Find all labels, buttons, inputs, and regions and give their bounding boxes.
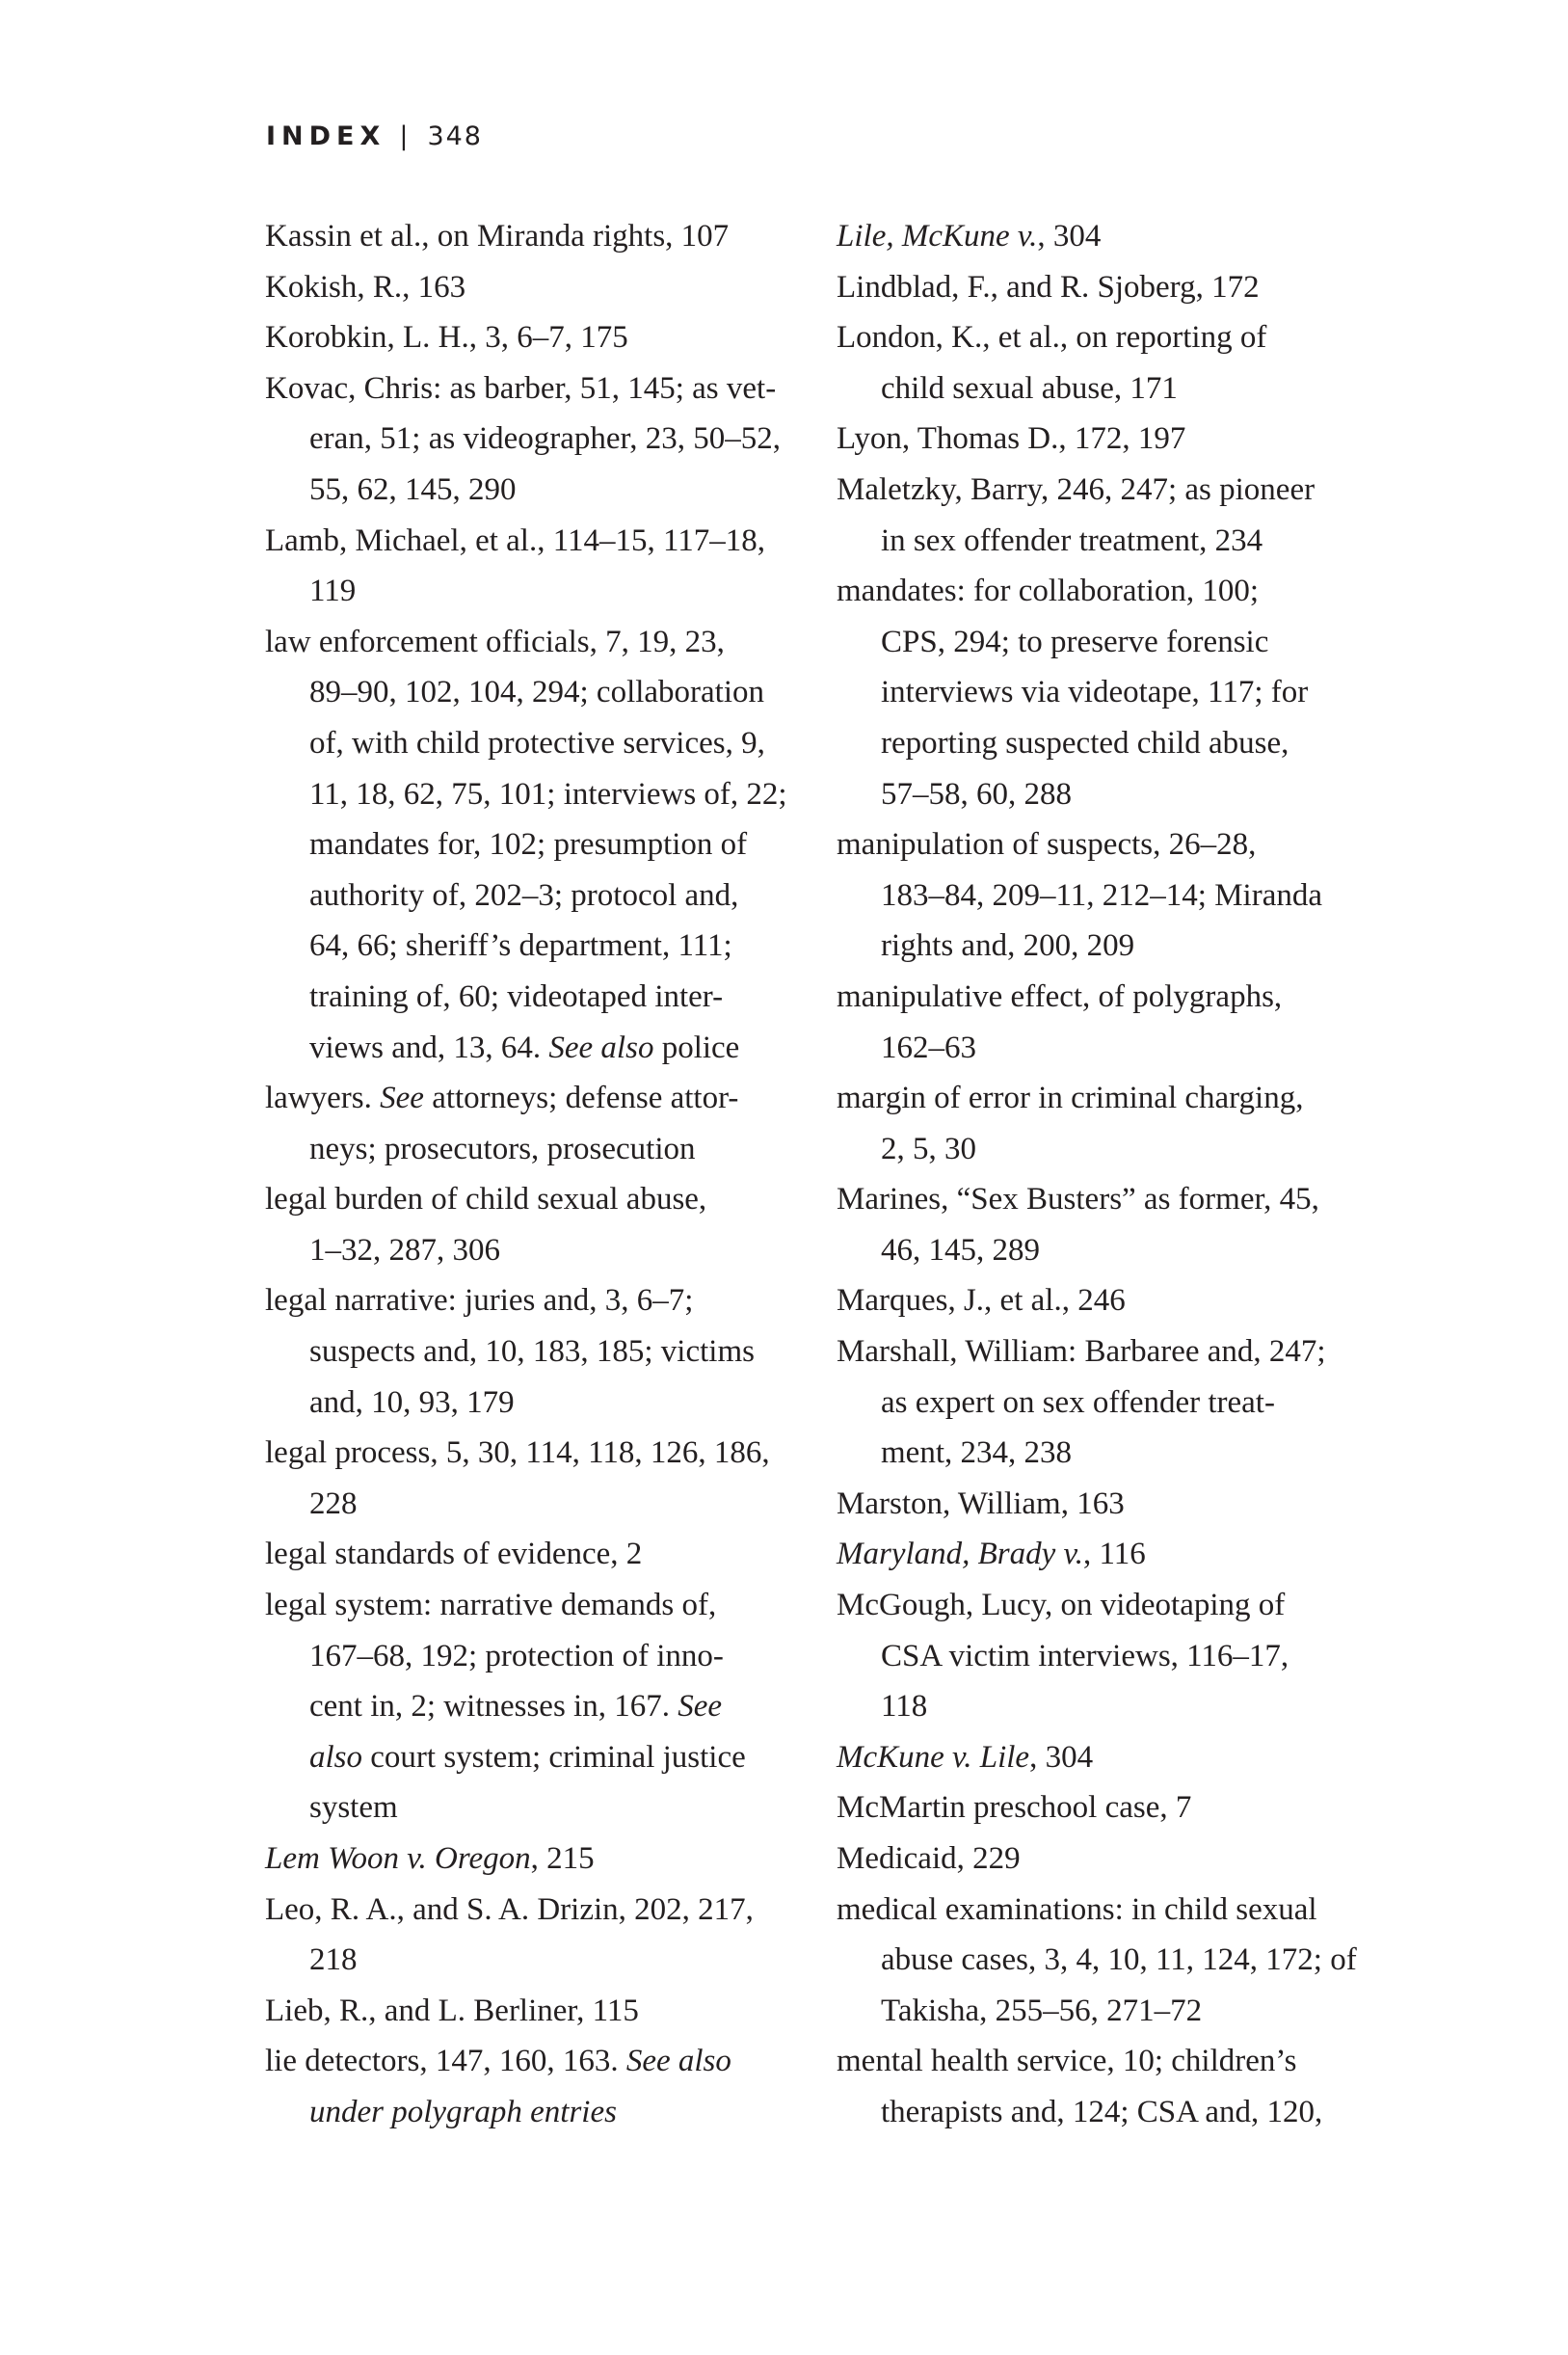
text: Leo, R. A., and S. A. Drizin, 202, 217, [265, 1891, 754, 1927]
text: Takisha, 255–56, 271–72 [881, 1993, 1203, 2028]
index-entry-heading-line [265, 2036, 814, 2087]
text: system [309, 1790, 398, 1826]
running-head-separator: | [399, 121, 409, 151]
index-entry-heading-line [265, 516, 814, 567]
index-entry-heading-line [265, 1885, 814, 1936]
index-entry-continuation-line [265, 1225, 814, 1276]
index-entry-heading-line [837, 211, 1415, 262]
text: 11, 18, 62, 75, 101; interviews of, 22; [309, 776, 787, 812]
text: 46, 145, 289 [881, 1232, 1040, 1268]
italic-text: See [380, 1081, 424, 1116]
index-entry-heading-line [265, 1529, 814, 1580]
index-entry-heading-line [837, 262, 1415, 313]
index-entry [265, 1529, 814, 1580]
index-entry [265, 1986, 814, 2037]
text: Kassin et al., on Miranda rights, 107 [265, 219, 730, 254]
text: London, K., et al., on reporting of [837, 320, 1267, 356]
text: ment, 234, 238 [881, 1435, 1072, 1471]
text: , 304 [1037, 219, 1102, 254]
text: eran, 51; as videographer, 23, 50–52, [309, 421, 781, 457]
index-entry-heading-line [265, 363, 814, 415]
index-entry [837, 1833, 1415, 1885]
index-entry [837, 1782, 1415, 1833]
index-entry [837, 1326, 1415, 1479]
index-entry-continuation-line [837, 1378, 1415, 1429]
index-entry [837, 1275, 1415, 1326]
text: 162–63 [881, 1030, 976, 1065]
index-entry [837, 1529, 1415, 1580]
page-number: 348 [427, 121, 483, 151]
index-entry-heading-line [265, 1580, 814, 1631]
text: cent in, 2; witnesses in, 167. [309, 1689, 678, 1725]
text: neys; prosecutors, prosecution [309, 1131, 696, 1166]
text: child sexual abuse, 171 [881, 370, 1178, 406]
index-column-right [837, 211, 1415, 2138]
text: training of, 60; videotaped inter- [309, 978, 724, 1014]
italic-text: See [678, 1689, 723, 1725]
index-entry-continuation-line [265, 718, 814, 769]
italic-text: Maryland, Brady v. [837, 1537, 1083, 1572]
text: legal burden of child sexual abuse, [265, 1182, 707, 1218]
index-entry-heading-line [837, 1833, 1415, 1885]
index-entry [265, 516, 814, 617]
index-entry-continuation-line [265, 1782, 814, 1833]
index-entry [265, 1833, 814, 1885]
text: legal system: narrative demands of, [265, 1588, 717, 1623]
index-entry-continuation-line [265, 667, 814, 718]
text: McGough, Lucy, on videotaping of [837, 1588, 1286, 1623]
index-column-left [265, 211, 814, 2138]
index-entry-heading-line [265, 1174, 814, 1225]
text: reporting suspected child abuse, [881, 725, 1289, 761]
index-entry-heading-line [837, 1529, 1415, 1580]
index-entry-continuation-line [265, 566, 814, 617]
index-entry-continuation-line [837, 363, 1415, 415]
text: authority of, 202–3; protocol and, [309, 877, 739, 913]
index-entry-continuation-line [837, 921, 1415, 972]
index-entry [837, 566, 1415, 819]
index-entry-heading-line [265, 211, 814, 262]
index-entry [837, 1073, 1415, 1174]
index-entry-continuation-line [265, 769, 814, 820]
index-entry-continuation-line [265, 1479, 814, 1530]
text: Medicaid, 229 [837, 1841, 1021, 1876]
text: CSA victim interviews, 116–17, [881, 1638, 1289, 1673]
text: law enforcement officials, 7, 19, 23, [265, 624, 725, 659]
index-entry-continuation-line [265, 972, 814, 1023]
index-entry-continuation-line [837, 769, 1415, 820]
index-entry [265, 1580, 814, 1833]
text: attorneys; defense attor- [423, 1081, 739, 1116]
index-entry-heading-line [837, 1782, 1415, 1833]
text: Marshall, William: Barbaree and, 247; [837, 1334, 1326, 1370]
text: mandates for, 102; presumption of [309, 827, 748, 863]
text: 167–68, 192; protection of inno- [309, 1638, 724, 1673]
index-entry [265, 312, 814, 363]
index-entry-heading-line [837, 465, 1415, 516]
index-entry-heading-line [837, 1885, 1415, 1936]
text: medical examinations: in child sexual [837, 1891, 1317, 1927]
text: , 215 [530, 1841, 595, 1876]
index-entry-continuation-line [265, 1732, 814, 1783]
index-entry-continuation-line [265, 1681, 814, 1732]
index-entry-continuation-line [837, 1225, 1415, 1276]
index-entry [837, 1885, 1415, 2037]
text: 218 [309, 1942, 358, 1978]
text: lawyers. [265, 1081, 381, 1116]
index-entry-continuation-line [265, 819, 814, 870]
index-entry-continuation-line [837, 1428, 1415, 1479]
index-entry-heading-line [837, 566, 1415, 617]
text: 57–58, 60, 288 [881, 776, 1072, 812]
index-entry-continuation-line [265, 1326, 814, 1378]
index-entry [265, 1174, 814, 1275]
index-entry [265, 1275, 814, 1428]
text: 1–32, 287, 306 [309, 1232, 500, 1268]
index-entry [837, 1174, 1415, 1275]
index-entry-heading-line [837, 414, 1415, 465]
text: 119 [309, 574, 357, 609]
index-entry-heading-line [837, 972, 1415, 1023]
italic-text: Lem Woon v. Oregon [265, 1841, 531, 1876]
index-entry-heading-line [265, 1428, 814, 1479]
text: and, 10, 93, 179 [309, 1384, 515, 1420]
index-entry-continuation-line [265, 2087, 814, 2138]
index-entry-continuation-line [837, 1681, 1415, 1732]
index-entry-continuation-line [265, 1124, 814, 1175]
index-entry-continuation-line [265, 1023, 814, 1074]
index-entry [837, 1580, 1415, 1732]
index-entry-continuation-line [837, 1935, 1415, 1986]
index-entry-heading-line [265, 1833, 814, 1885]
text: Marines, “Sex Busters” as former, 45, [837, 1182, 1319, 1218]
text: Marston, William, 163 [837, 1485, 1125, 1521]
text: suspects and, 10, 183, 185; victims [309, 1334, 755, 1370]
text: of, with child protective services, 9, [309, 725, 765, 761]
index-entry-heading-line [837, 1275, 1415, 1326]
text: , 116 [1083, 1537, 1146, 1572]
text: in sex offender treatment, 234 [881, 522, 1263, 558]
text: Lindblad, F., and R. Sjoberg, 172 [837, 269, 1260, 305]
text: legal standards of evidence, 2 [265, 1537, 643, 1572]
index-entry [837, 819, 1415, 972]
index-entry-continuation-line [837, 617, 1415, 668]
index-entry-heading-line [837, 1732, 1415, 1783]
italic-text: under polygraph entries [309, 2094, 617, 2129]
index-entry-continuation-line [837, 718, 1415, 769]
running-head-label: INDEX [266, 121, 386, 151]
index-entry-heading-line [837, 1174, 1415, 1225]
index-entry-continuation-line [837, 1631, 1415, 1682]
text: abuse cases, 3, 4, 10, 11, 124, 172; of [881, 1942, 1357, 1978]
text: court system; criminal justice [362, 1739, 746, 1775]
italic-text: Lile, McKune v. [837, 219, 1038, 254]
index-entry-heading-line [837, 1580, 1415, 1631]
index-entry-heading-line [265, 617, 814, 668]
index-entry-continuation-line [837, 870, 1415, 922]
text: therapists and, 124; CSA and, 120, [881, 2094, 1323, 2129]
index-entry-heading-line [837, 2036, 1415, 2087]
index-entry-heading-line [265, 1073, 814, 1124]
index-entry-continuation-line [265, 921, 814, 972]
index-entry [837, 414, 1415, 465]
index-entry [265, 1885, 814, 1986]
text: legal narrative: juries and, 3, 6–7; [265, 1283, 694, 1319]
text: Lieb, R., and L. Berliner, 115 [265, 1993, 639, 2028]
text: interviews via videotape, 117; for [881, 675, 1309, 710]
text: 89–90, 102, 104, 294; collaboration [309, 675, 765, 710]
index-entry [265, 2036, 814, 2137]
text: 55, 62, 145, 290 [309, 471, 517, 507]
index-entry-continuation-line [265, 414, 814, 465]
text: rights and, 200, 209 [881, 928, 1135, 964]
index-entry-continuation-line [265, 1935, 814, 1986]
index-entry-heading-line [265, 1986, 814, 2037]
text: mandates: for collaboration, 100; [837, 574, 1260, 609]
index-entry [265, 262, 814, 313]
text: Kovac, Chris: as barber, 51, 145; as vet- [265, 370, 777, 406]
index-entry-heading-line [837, 312, 1415, 363]
index-entry-continuation-line [837, 1986, 1415, 2037]
index-entry [265, 1073, 814, 1174]
index-entry [837, 312, 1415, 414]
index-entry [265, 1428, 814, 1529]
text: 64, 66; sheriff’s department, 111; [309, 928, 732, 964]
index-entry-heading-line [837, 1073, 1415, 1124]
index-entry-continuation-line [265, 1378, 814, 1429]
text: lie detectors, 147, 160, 163. [265, 2044, 626, 2079]
running-head [266, 120, 483, 154]
text: 183–84, 209–11, 212–14; Miranda [881, 877, 1322, 913]
text: legal process, 5, 30, 114, 118, 126, 186, [265, 1435, 770, 1471]
text: , 304 [1029, 1739, 1094, 1775]
italic-text: McKune v. Lile [837, 1739, 1030, 1775]
italic-text: also [309, 1739, 363, 1775]
text: CPS, 294; to preserve forensic [881, 624, 1269, 659]
text: manipulative effect, of polygraphs, [837, 978, 1283, 1014]
text: mental health service, 10; children’s [837, 2044, 1297, 2079]
index-entry [837, 1479, 1415, 1530]
index-entry-heading-line [265, 1275, 814, 1326]
text: 118 [881, 1689, 928, 1725]
index-entry [265, 363, 814, 516]
index-entry-continuation-line [837, 667, 1415, 718]
index-entry-heading-line [837, 1479, 1415, 1530]
text: McMartin preschool case, 7 [837, 1790, 1192, 1826]
index-entry-continuation-line [837, 1023, 1415, 1074]
text: 2, 5, 30 [881, 1131, 976, 1166]
index-entry [837, 465, 1415, 566]
text: Korobkin, L. H., 3, 6–7, 175 [265, 320, 628, 356]
text: 228 [309, 1485, 358, 1521]
text: Marques, J., et al., 246 [837, 1283, 1126, 1319]
text: Maletzky, Barry, 246, 247; as pioneer [837, 471, 1316, 507]
index-entry [265, 211, 814, 262]
index-entry [837, 972, 1415, 1073]
italic-text: See also [548, 1030, 654, 1065]
index-entry-heading-line [265, 312, 814, 363]
index-entry [837, 2036, 1415, 2137]
index-entry [265, 617, 814, 1073]
text: Kokish, R., 163 [265, 269, 466, 305]
index-entry-continuation-line [837, 1124, 1415, 1175]
index-entry-continuation-line [265, 870, 814, 922]
index-entry [837, 1732, 1415, 1783]
index-entry-continuation-line [837, 2087, 1415, 2138]
text: margin of error in criminal charging, [837, 1081, 1304, 1116]
text: Lamb, Michael, et al., 114–15, 117–18, [265, 522, 766, 558]
index-entry-continuation-line [837, 516, 1415, 567]
index-entry-heading-line [265, 262, 814, 313]
index-entry [837, 211, 1415, 262]
index-entry-heading-line [837, 819, 1415, 870]
text: as expert on sex offender treat- [881, 1384, 1275, 1420]
index-entry [837, 262, 1415, 313]
text: manipulation of suspects, 26–28, [837, 827, 1257, 863]
index-entry-continuation-line [265, 1631, 814, 1682]
text: police [653, 1030, 740, 1065]
text: Lyon, Thomas D., 172, 197 [837, 421, 1186, 457]
index-entry-heading-line [837, 1326, 1415, 1378]
italic-text: See also [625, 2044, 731, 2079]
index-entry-continuation-line [265, 465, 814, 516]
text: views and, 13, 64. [309, 1030, 549, 1065]
